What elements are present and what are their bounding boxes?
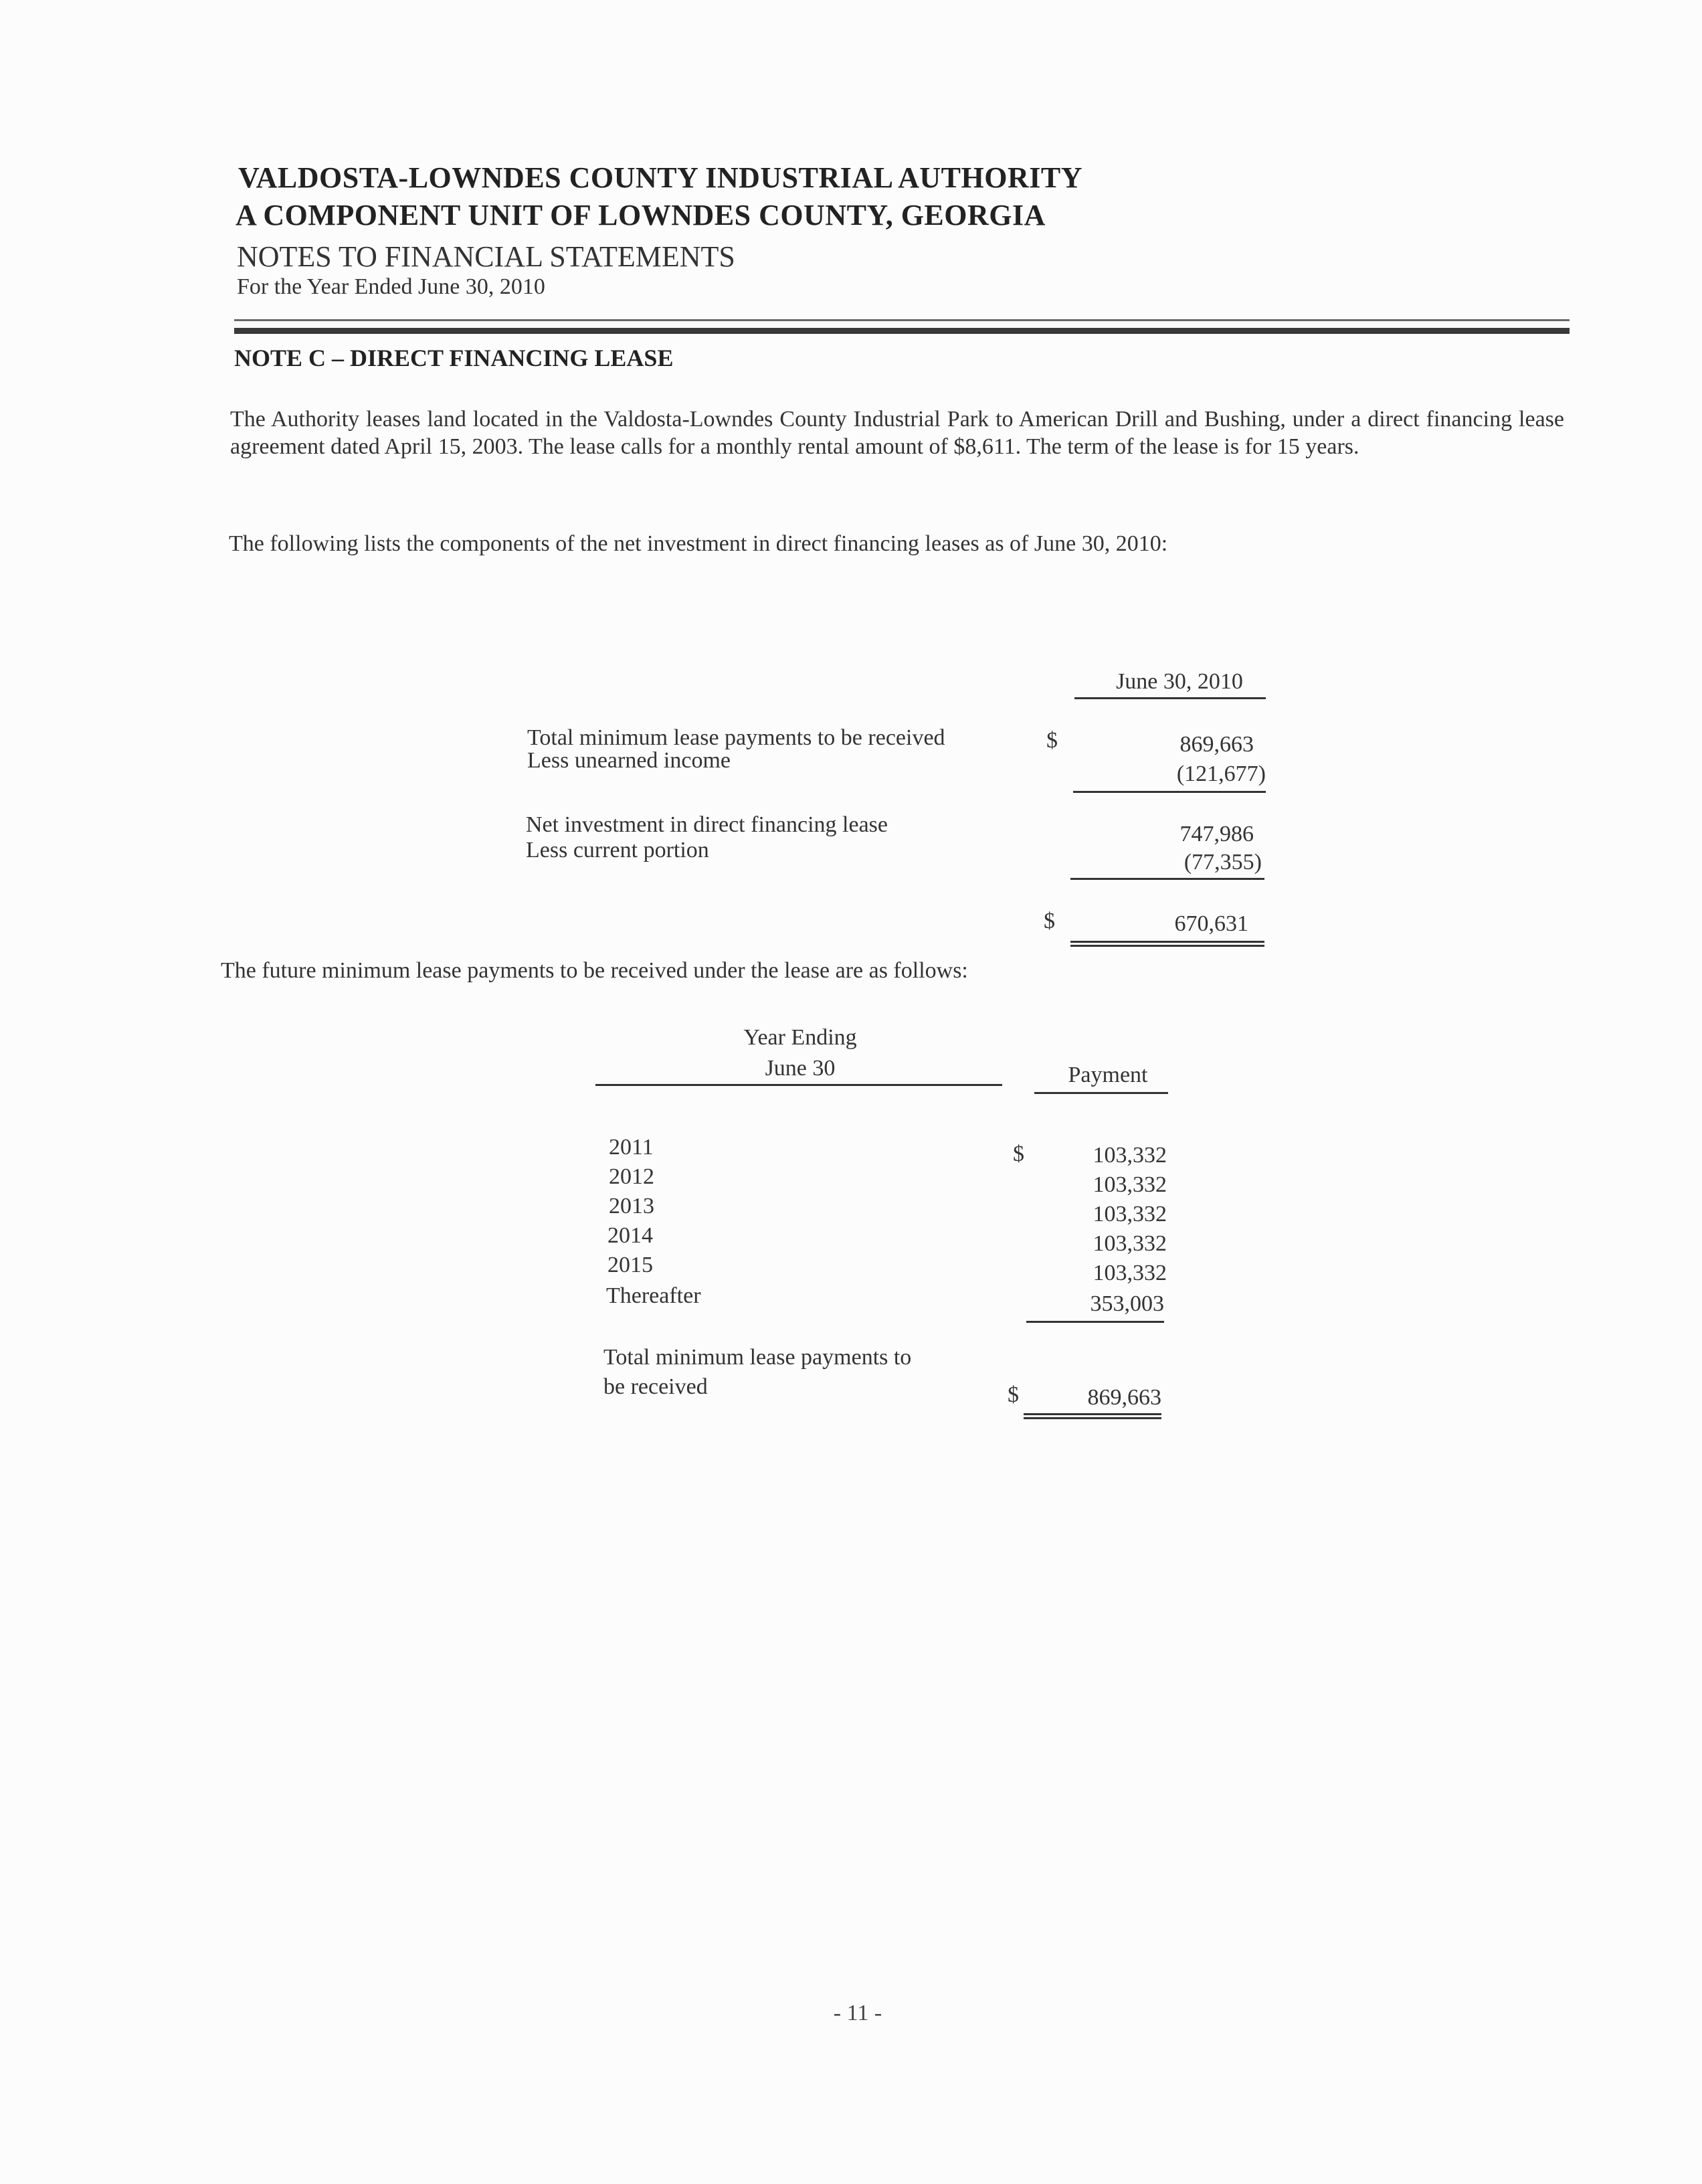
column-header-date: June 30, 2010 bbox=[1116, 669, 1243, 694]
future-payments-intro: The future minimum lease payments to be received under the lease are as follows: bbox=[221, 958, 968, 983]
year-header-underline bbox=[595, 1084, 1002, 1086]
currency-symbol: $ bbox=[1013, 1142, 1024, 1166]
note-title: NOTE C – DIRECT FINANCING LEASE bbox=[234, 345, 674, 371]
row-label: Less current portion bbox=[526, 838, 709, 862]
currency-symbol: $ bbox=[1008, 1382, 1019, 1407]
payment-header: Payment bbox=[1068, 1063, 1148, 1087]
header-underline bbox=[1074, 697, 1266, 699]
total-label-line2: be received bbox=[603, 1374, 708, 1399]
payment-cell: 103,332 bbox=[1093, 1231, 1167, 1256]
year-cell: 2015 bbox=[607, 1253, 653, 1277]
net-total-value: 670,631 bbox=[1174, 911, 1248, 936]
page-number: - 11 - bbox=[833, 2001, 882, 2025]
subtotal-underline bbox=[1026, 1321, 1164, 1323]
payment-cell: 353,003 bbox=[1090, 1291, 1164, 1316]
period-label: For the Year Ended June 30, 2010 bbox=[237, 274, 545, 299]
org-subtitle: A COMPONENT UNIT OF LOWNDES COUNTY, GEORGIA bbox=[235, 199, 1046, 232]
note-paragraph: The Authority leases land located in the Valdosta-Lowndes County Industrial Park to American Drill and Bushing, under a direct financing lease agreement dated April 15, 2003. The lease calls for a monthly rental amount of $8,611. The term of the lease is for 15 years. bbox=[230, 407, 1564, 459]
row-value: (121,677) bbox=[1176, 761, 1266, 786]
payment-cell: 103,332 bbox=[1093, 1143, 1167, 1168]
components-intro: The following lists the components of the net investment in direct financing leases as of June 30, 2010: bbox=[229, 531, 1168, 556]
year-cell: Thereafter bbox=[606, 1283, 701, 1308]
subtotal-underline bbox=[1073, 791, 1266, 793]
payment-header-underline bbox=[1034, 1092, 1168, 1094]
year-header-line1: Year Ending bbox=[743, 1025, 857, 1050]
row-label: Net investment in direct financing lease bbox=[526, 812, 888, 837]
total-underline-bottom bbox=[1070, 945, 1264, 947]
row-value: 869,663 bbox=[1179, 732, 1254, 757]
payments-total-value: 869,663 bbox=[1087, 1385, 1161, 1410]
total-underline-top bbox=[1024, 1413, 1161, 1415]
year-cell: 2014 bbox=[607, 1223, 653, 1248]
row-label: Total minimum lease payments to be received bbox=[527, 725, 945, 750]
year-cell: 2012 bbox=[609, 1164, 654, 1189]
payment-cell: 103,332 bbox=[1093, 1261, 1167, 1285]
total-label-line1: Total minimum lease payments to bbox=[603, 1345, 912, 1370]
total-underline-bottom bbox=[1024, 1417, 1161, 1419]
total-underline-top bbox=[1070, 941, 1264, 943]
header-rule-thin bbox=[234, 319, 1570, 321]
year-header-line2: June 30 bbox=[765, 1056, 836, 1081]
payment-cell: 103,332 bbox=[1093, 1202, 1167, 1226]
currency-symbol: $ bbox=[1046, 728, 1058, 753]
row-value: (77,355) bbox=[1184, 850, 1262, 875]
year-cell: 2013 bbox=[609, 1194, 654, 1218]
year-cell: 2011 bbox=[609, 1135, 654, 1160]
section-title: NOTES TO FINANCIAL STATEMENTS bbox=[237, 240, 735, 273]
header-rule-thick bbox=[234, 328, 1570, 334]
currency-symbol: $ bbox=[1044, 909, 1055, 933]
row-label: Less unearned income bbox=[527, 748, 731, 773]
payment-cell: 103,332 bbox=[1093, 1172, 1167, 1197]
org-name: VALDOSTA-LOWNDES COUNTY INDUSTRIAL AUTHORITY bbox=[238, 161, 1082, 194]
row-value: 747,986 bbox=[1179, 822, 1254, 846]
subtotal-underline bbox=[1070, 878, 1264, 880]
